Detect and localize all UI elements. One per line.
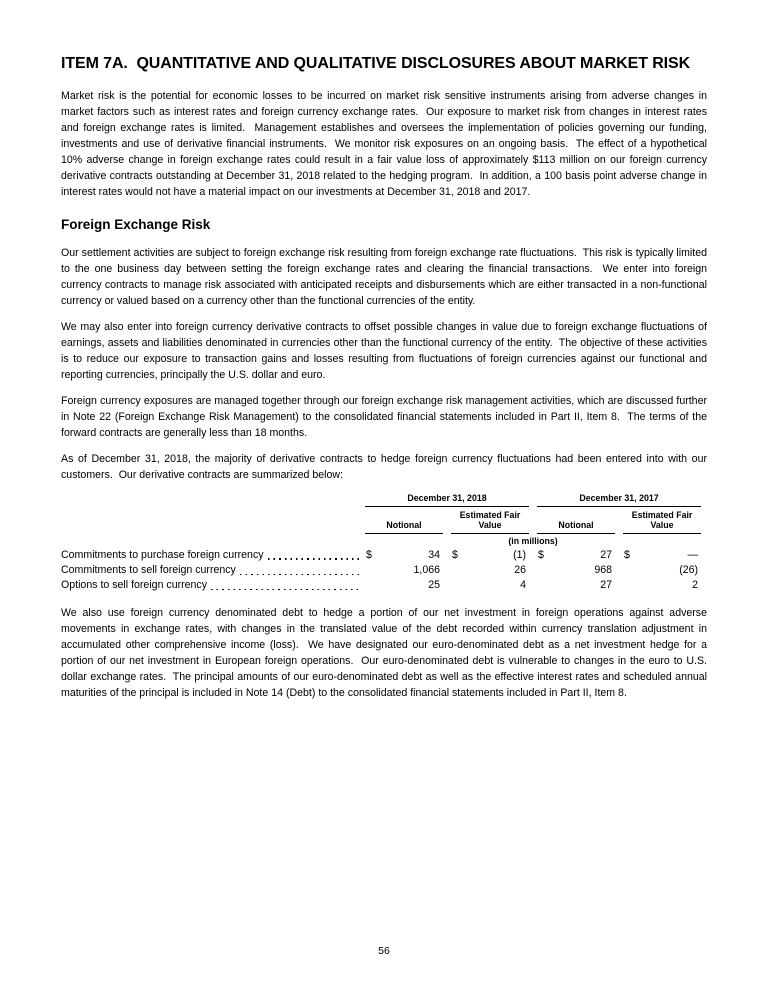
table-cell-value: 26	[514, 563, 527, 576]
table-subheader-notional-2017: Notional	[537, 506, 615, 533]
page-title: ITEM 7A. QUANTITATIVE AND QUALITATIVE DISCLOSURES ABOUT MARKET RISK	[61, 55, 691, 72]
table-cell-currency	[365, 563, 379, 578]
table-spacer	[615, 563, 623, 578]
table-cell-currency: $	[366, 548, 372, 561]
table-spacer	[529, 493, 537, 506]
table-spacer	[529, 578, 537, 593]
table-row-label	[61, 563, 365, 578]
intro-paragraph: Market risk is the potential for economic losses to be incurred on market risk sensitive instruments arising from adverse changes in market factors such as interest rates and foreign currency exchange rates. Our exposure to market risk from changes in interest rates and foreign exchange rates is limited. Management establishes and oversees the implementation of policies governing our funding, investments and use of derivative financial instruments. We monitor risk exposures on an ongoing basis. The effect of a hypothetical 10% adverse change in foreign exchange rates could result in a fair value loss of approximately $113 million on our foreign currency derivative contracts outstanding at December 31, 2018 related to the hedging program. In addition, a 100 basis point adverse change in interest rates would not have a material impact on our investments at December 31, 2018 and 2017.	[61, 90, 707, 198]
table-cell-currency	[537, 563, 551, 578]
closing-paragraph: We also use foreign currency denominated debt to hedge a portion of our net investment in foreign operations against adverse movements in exchange rates, with changes in the translated value of the debt recorded within currency translation adjustment in accumulated other comprehensive income (loss). We have designated our euro-denominated debt as a net investment hedge for a portion of our net investment in European foreign operations. Our euro-denominated debt is vulnerable to changes in the euro to U.S. dollar exchange rates. The principal amounts of our euro-denominated debt as well as the effective interest rates and scheduled annual maturities of the principal is included in Note 14 (Debt) to the consolidated financial statements included in Part II, Item 8.	[61, 607, 707, 700]
table-subheader-fair-value-2018: Estimated Fair Value	[451, 506, 529, 533]
table-spacer	[443, 548, 451, 563]
table-row-label-text: Options to sell foreign currency	[61, 579, 208, 592]
table-spacer	[529, 563, 537, 578]
table-subheader-fair-value-2017: Estimated Fair Value	[623, 506, 701, 533]
table-units-row	[61, 533, 701, 548]
table-spacer	[61, 506, 365, 533]
table-year-header-row	[61, 493, 701, 506]
table-cell-value: 2	[692, 579, 699, 592]
table-spacer	[615, 548, 623, 563]
section-paragraph-4: As of December 31, 2018, the majority of derivative contracts to hedge foreign currency fluctuations had been entered into with our customers. Our derivative contracts are summarized below:	[61, 453, 707, 481]
table-row-purchase-commitments	[61, 548, 701, 563]
table-spacer	[61, 533, 365, 548]
table-spacer	[615, 578, 623, 593]
dot-leader	[268, 558, 359, 560]
table-spacer	[443, 506, 451, 533]
section-paragraph-2: We may also enter into foreign currency derivative contracts to offset possible changes in value due to foreign exchange fluctuations of earnings, assets and liabilities denominated in currencies other than the functional currency of the entity. The objective of these activities is to reduce our exposure to transaction gains and losses resulting from fluctuations of foreign currencies against our functional and reporting currencies, principally the U.S. dollar and euro.	[61, 321, 707, 381]
table-row-label	[61, 578, 365, 593]
table-cell-value: 4	[520, 579, 527, 592]
table-units-note: (in millions)	[508, 535, 558, 546]
table-cell-value: 27	[600, 579, 613, 592]
table-cell-value: —	[687, 548, 699, 561]
table-row-label-text: Commitments to purchase foreign currency	[61, 548, 264, 561]
table-cell-currency	[451, 578, 465, 593]
table-year-header-2017: December 31, 2017	[537, 493, 701, 506]
table-spacer	[529, 548, 537, 563]
table-spacer	[61, 493, 365, 506]
derivative-contracts-table	[61, 493, 701, 593]
page-number: 56	[378, 945, 390, 957]
table-cell-value: (26)	[679, 563, 699, 576]
table-row-sell-commitments	[61, 563, 701, 578]
table-cell-currency: $	[538, 548, 544, 561]
table-row-sell-options	[61, 578, 701, 593]
dot-leader	[240, 574, 359, 576]
table-cell-currency	[623, 578, 637, 593]
table-cell-value: 25	[428, 579, 440, 592]
table-cell-currency	[537, 578, 551, 593]
table-cell-currency	[451, 563, 465, 578]
table-row-label-text: Commitments to sell foreign currency	[61, 563, 236, 576]
table-cell-currency: $	[452, 548, 458, 561]
section-paragraph-3: Foreign currency exposures are managed together through our foreign exchange risk management activities, which are discussed further in Note 22 (Foreign Exchange Risk Management) to the consolidated financial statements included in Part II, Item 8. The terms of the forward contracts are generally less than 18 months.	[61, 395, 707, 439]
table-cell-currency: $	[624, 548, 630, 561]
table-cell-value: 34	[428, 548, 440, 561]
section-paragraph-1: Our settlement activities are subject to foreign exchange risk resulting from foreign exchange rate fluctuations. This risk is typically limited to the one business day between setting the foreign exchange rates and clearing the financial transactions. We enter into foreign currency contracts to manage risk associated with anticipated receipts and disbursements which are either transacted in a non-functional currency or valued based on a currency other than the functional currencies of the entity.	[61, 247, 707, 307]
table-spacer	[443, 578, 451, 593]
table-spacer	[443, 563, 451, 578]
table-spacer	[615, 506, 623, 533]
table-spacer	[529, 506, 537, 533]
table-cell-value: 27	[600, 548, 613, 561]
table-cell-currency	[623, 563, 637, 578]
table-row-label	[61, 548, 365, 563]
table-subheader-notional-2018: Notional	[365, 506, 443, 533]
table-subheader-row	[61, 506, 701, 533]
table-cell-value: 1,066	[413, 563, 440, 576]
table-cell-value: (1)	[513, 548, 527, 561]
dot-leader	[211, 589, 359, 591]
section-heading-foreign-exchange-risk: Foreign Exchange Risk	[61, 217, 211, 232]
table-cell-currency	[365, 578, 379, 593]
table-year-header-2018: December 31, 2018	[365, 493, 529, 506]
table-cell-value: 968	[594, 563, 613, 576]
